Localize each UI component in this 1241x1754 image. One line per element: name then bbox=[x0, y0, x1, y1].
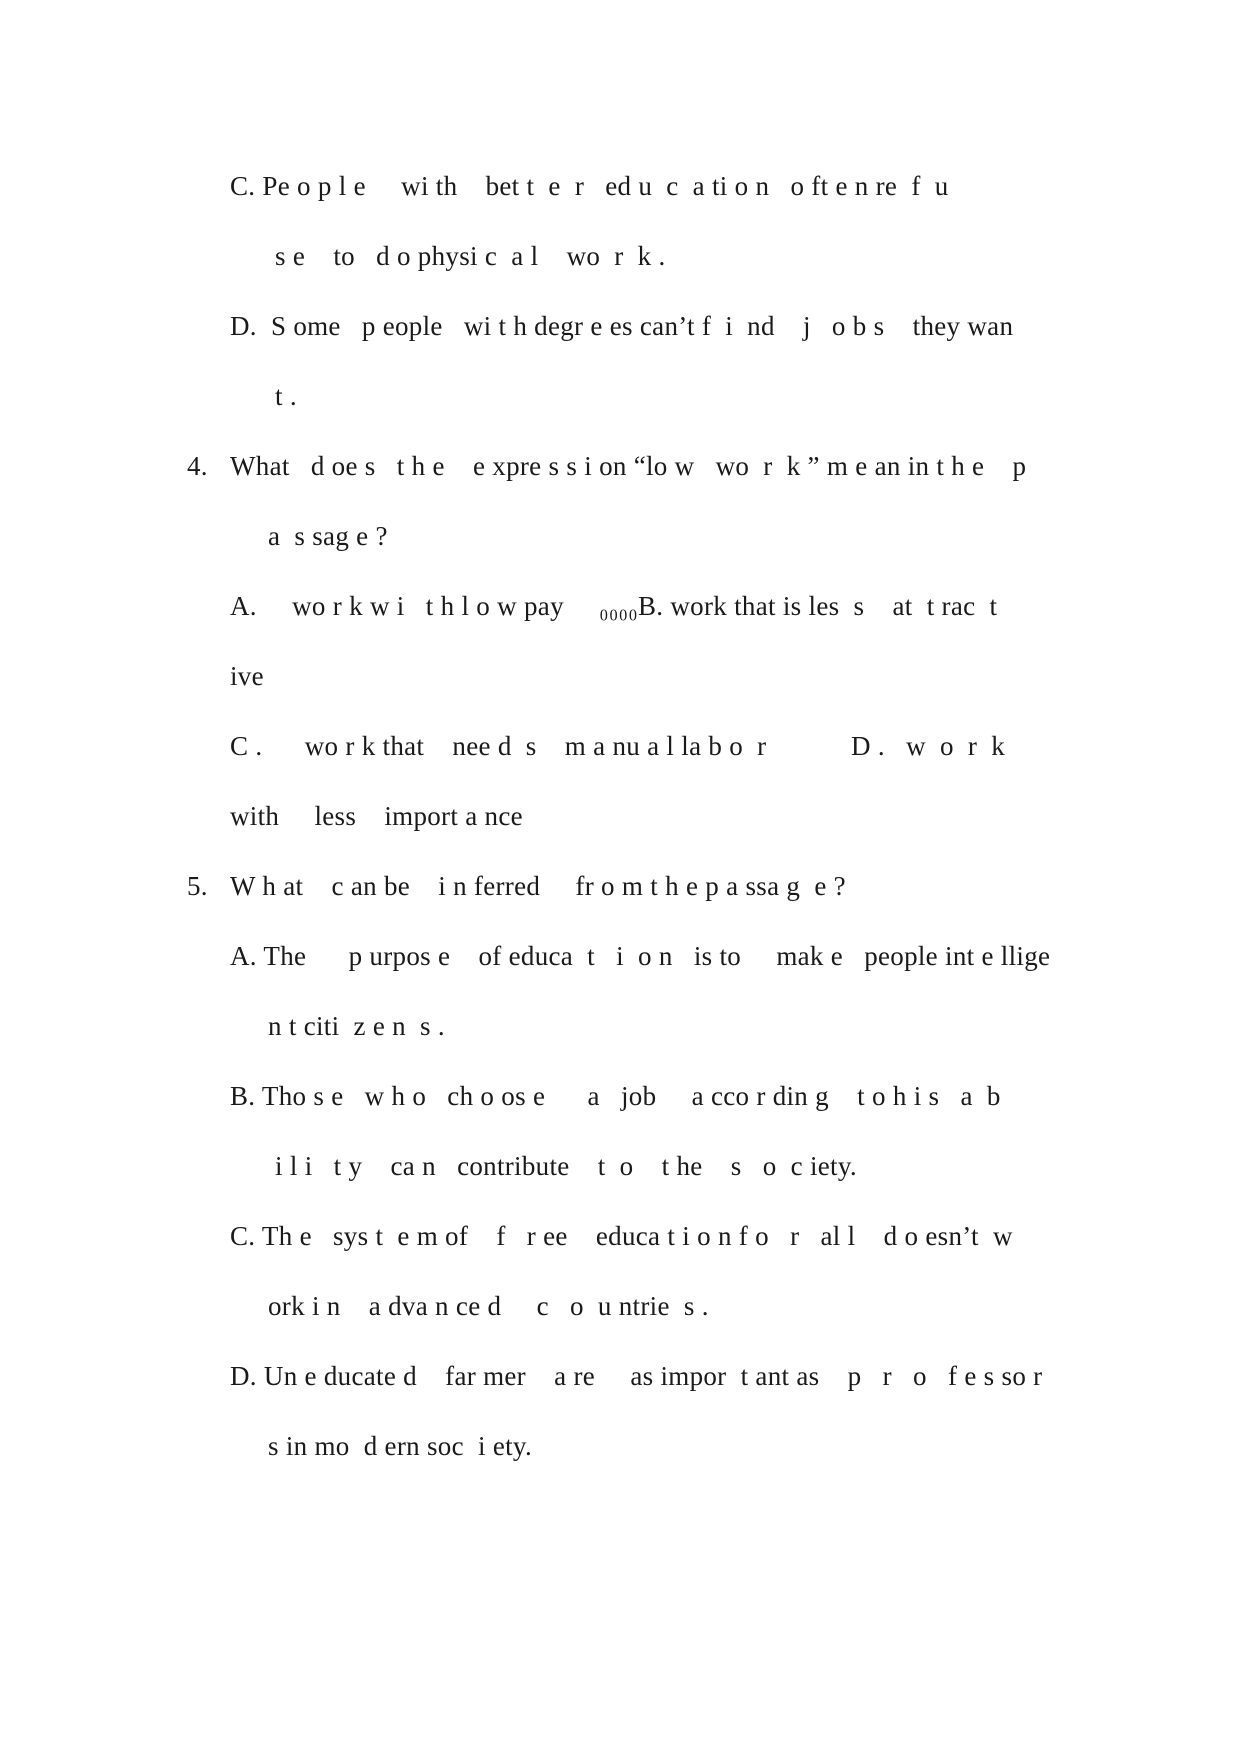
q4-option-cd-line1: C . wo r k that nee d s m a nu a l la b o r D . w o r k bbox=[230, 731, 1006, 761]
q4-question-line2: a s sag e ? bbox=[268, 521, 388, 551]
q4-option-cd-line2: with less import a nce bbox=[230, 801, 523, 831]
q5-option-b-line2: i l i t y ca n contribute t o t he s o c iety. bbox=[275, 1151, 857, 1181]
q5-option-c-line1: C. Th e sys t e m of f r ee educa t i o n f o r al l d o esn’t w bbox=[230, 1221, 1013, 1251]
q5-option-d-line1: D. Un e ducate d far mer a re as impor t ant as p r o f e s so r bbox=[230, 1361, 1043, 1391]
q3-option-d-line1: D. S ome p eople wi t h degr e es can’t f i nd j o b s they wan bbox=[230, 311, 1014, 341]
q4-number: 4. bbox=[187, 451, 208, 481]
q5-option-a-line2: n t citi z e n s . bbox=[268, 1011, 445, 1041]
q4-option-ab-line2: ive bbox=[230, 661, 264, 691]
q3-option-c-line2: s e to d o physi c a l wo r k . bbox=[275, 241, 666, 271]
q4-question-line1: What d oe s t h e e xpre s s i on “lo w wo r k ” m e an in t h e p bbox=[230, 451, 1027, 481]
q5-option-c-line2: ork i n a dva n ce d c o u ntrie s . bbox=[268, 1291, 709, 1321]
q3-option-d-line2: t . bbox=[275, 381, 297, 411]
q5-option-d-line2: s in mo d ern soc i ety. bbox=[268, 1431, 533, 1461]
q5-option-b-line1: B. Tho s e w h o ch o os e a job a cco r din g t o h i s a b bbox=[230, 1081, 1001, 1111]
q5-option-a-line1: A. The p urpos e of educa t i o n is to mak e people int e llige bbox=[230, 941, 1051, 971]
q4-option-ab-line1: A. wo r k w i t h l o w pay ₀₀₀₀B. work that is les s at t rac t bbox=[230, 591, 998, 621]
q3-option-c-line1: C. Pe o p l e wi th bet t e r ed u c a ti o n o ft e n re f u bbox=[230, 171, 949, 201]
q5-number: 5. bbox=[187, 871, 208, 901]
q5-question: W h at c an be i n ferred fr o m t h e p a ssa g e ? bbox=[230, 871, 846, 901]
